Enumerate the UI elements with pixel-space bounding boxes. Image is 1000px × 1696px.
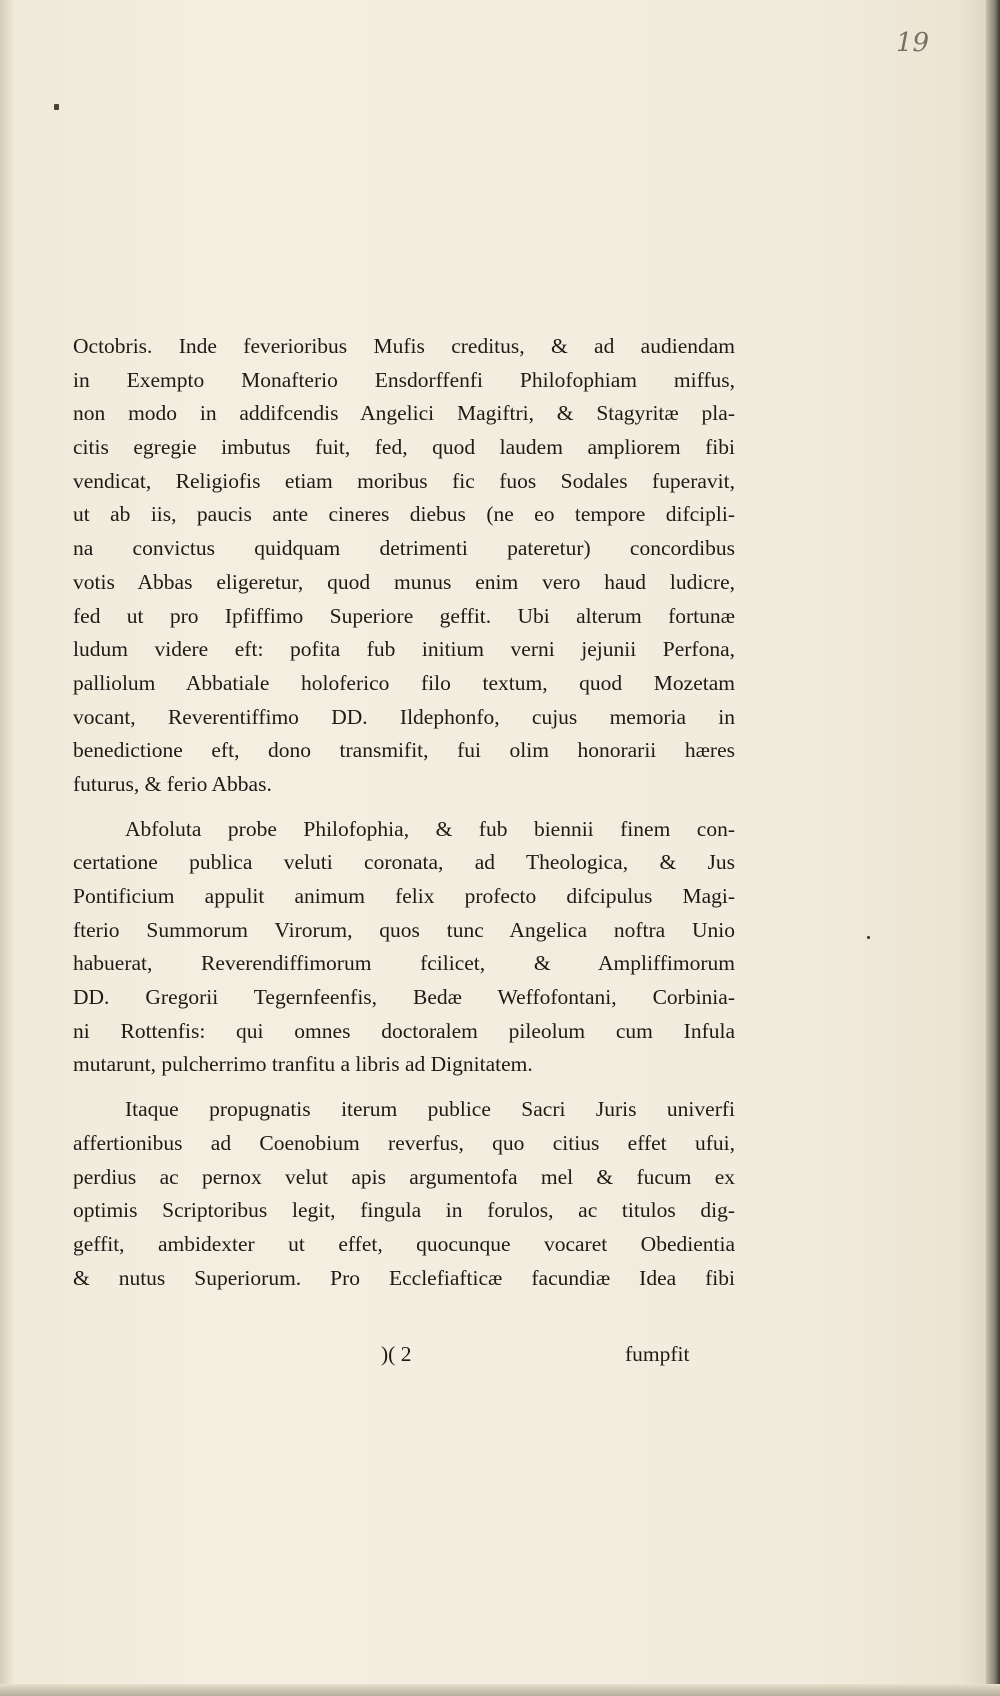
text-line: DD. Gregorii Tegernfeenfis, Bedæ Weffofontani, Corbinia- — [73, 985, 735, 1010]
paragraph — [73, 1093, 735, 1295]
paragraph — [73, 813, 735, 1083]
signature-mark: )( 2 — [381, 1342, 412, 1366]
ink-speck — [54, 104, 59, 110]
text-line: Abfoluta probe Philofophia, & fub biennii finem con- — [125, 816, 735, 841]
text-line: vendicat, Religiofis etiam moribus fic fuos Sodales fuperavit, — [73, 468, 735, 493]
text-line: habuerat, Reverendiffimorum fcilicet, & Ampliffimorum — [73, 951, 735, 976]
text-line: palliolum Abbatiale holoferico filo textum, quod Mozetam — [73, 670, 735, 695]
text-line: in Exempto Monafterio Ensdorffenfi Philofophiam miffus, — [73, 367, 735, 392]
text-line: ni Rottenfis: qui omnes doctoralem pileolum cum Infula — [73, 1018, 735, 1043]
text-line: ut ab iis, paucis ante cineres diebus (ne eo tempore difcipli- — [73, 502, 735, 527]
paragraph-gap — [73, 1082, 735, 1093]
text-line: mutarunt, pulcherrimo tranfitu a libris ad Dignitatem. — [73, 1052, 533, 1077]
text-line: na convictus quidquam detrimenti pateretur) concordibus — [73, 536, 735, 561]
text-line: perdius ac pernox velut apis argumentofa mel & fucum ex — [73, 1164, 735, 1189]
ink-speck — [867, 936, 870, 939]
paragraph-gap — [73, 802, 735, 813]
text-line: non modo in addifcendis Angelici Magiftri, & Stagyritæ pla- — [73, 401, 735, 426]
text-line: futurus, & ferio Abbas. — [73, 771, 272, 796]
text-line: Pontificium appulit animum felix profecto difcipulus Magi- — [73, 884, 735, 908]
text-line: geffit, ambidexter ut effet, quocunque vocaret Obedientia — [73, 1231, 735, 1256]
text-line: affertionibus ad Coenobium reverfus, quo citius effet ufui, — [73, 1130, 735, 1155]
text-line: vocant, Reverentiffimo DD. Ildephonfo, cujus memoria in — [73, 704, 735, 729]
text-line: benedictione eft, dono transmifit, fui olim honorarii hæres — [73, 738, 735, 763]
paragraph — [73, 330, 735, 802]
text-line: citis egregie imbutus fuit, fed, quod laudem ampliorem fibi — [73, 435, 735, 460]
folio-number: 19 — [896, 28, 930, 58]
catchword: fumpfit — [625, 1342, 690, 1366]
text-line: ludum videre eft: pofita fub initium verni jejunii Perfona, — [73, 637, 735, 662]
page-bottom-edge — [0, 1684, 1000, 1696]
body-text — [73, 330, 735, 1295]
text-line: & nutus Superiorum. Pro Ecclefiafticæ facundiæ Idea fibi — [73, 1265, 735, 1290]
text-line: fed ut pro Ipfiffimo Superiore geffit. Ubi alterum fortunæ — [73, 603, 735, 628]
text-line: certatione publica veluti coronata, ad Theologica, & Jus — [73, 850, 735, 875]
text-line: Itaque propugnatis iterum publice Sacri Juris univerfi — [125, 1097, 735, 1122]
page-edge-shadow — [986, 0, 1000, 1696]
text-line: Octobris. Inde feverioribus Mufis creditus, & ad audiendam — [73, 334, 735, 358]
text-line: fterio Summorum Virorum, quos tunc Angelica noftra Unio — [73, 917, 735, 942]
page-footer — [73, 1337, 735, 1371]
text-line: optimis Scriptoribus legit, fingula in forulos, ac titulos dig- — [73, 1198, 735, 1223]
page-gutter — [0, 0, 14, 1696]
text-line: votis Abbas eligeretur, quod munus enim vero haud ludicre, — [73, 569, 735, 594]
